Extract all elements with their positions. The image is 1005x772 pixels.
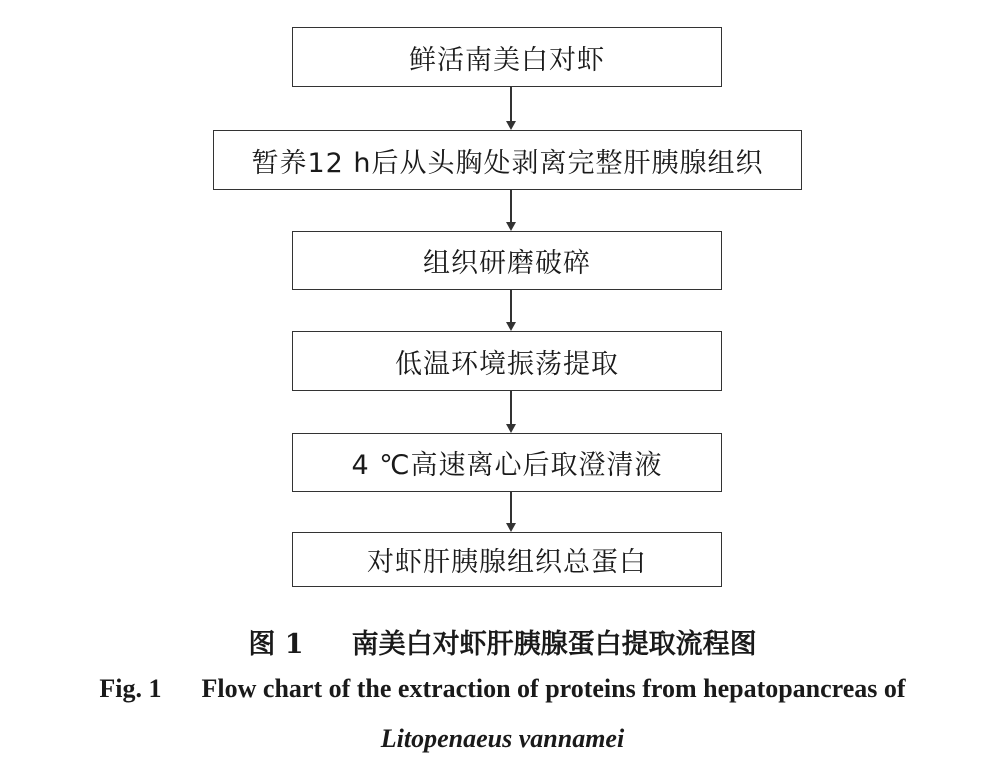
figure-title-cn: 南美白对虾肝胰腺蛋白提取流程图: [351, 629, 757, 660]
step-2-label: 暂养12 h后从头胸处剥离完整肝胰腺组织: [251, 147, 764, 179]
figure-label-cn: 图 1: [248, 629, 304, 660]
step-1-box: [292, 27, 722, 87]
step-1-label: 鲜活南美白对虾: [409, 44, 605, 76]
arrow-5-icon: [506, 492, 516, 532]
figure-title-en: Flow chart of the extraction of proteins from hepatopancreas of: [201, 674, 906, 703]
step-3-label: 组织研磨破碎: [423, 248, 591, 279]
step-5-label: 4 ℃高速离心后取澄清液: [351, 450, 663, 481]
figure-species-name: Litopenaeus vannamei: [380, 724, 625, 753]
step-6-label: 对虾肝胰腺组织总蛋白: [367, 547, 647, 578]
figure-caption-en: [0, 674, 1005, 704]
figure-caption-cn: [0, 622, 1005, 661]
step-4-box: [292, 331, 722, 391]
step-4-label: 低温环境振荡提取: [395, 348, 619, 380]
arrow-3-icon: [506, 290, 516, 331]
step-2-box: [213, 130, 802, 190]
arrow-2-icon: [506, 190, 516, 231]
step-5-box: [292, 433, 722, 492]
arrow-4-icon: [506, 391, 516, 433]
step-6-box: [292, 532, 722, 587]
figure-label-en: Fig. 1: [99, 674, 162, 703]
arrow-1-icon: [506, 87, 516, 130]
step-3-box: [292, 231, 722, 290]
